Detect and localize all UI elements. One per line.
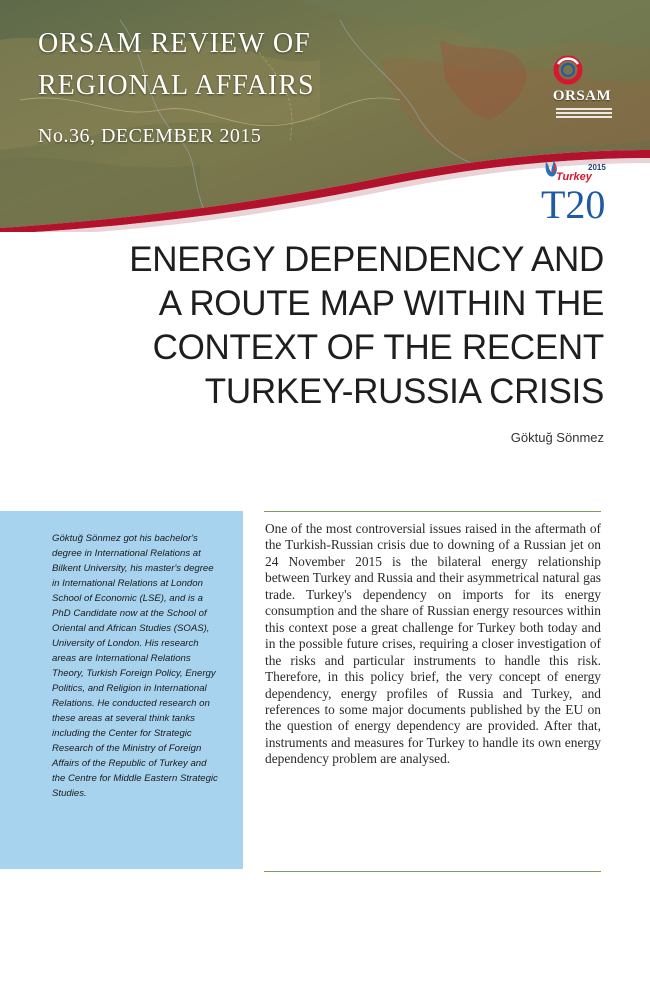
article-title-line: ENERGY DEPENDENCY AND xyxy=(129,240,604,279)
article-title-line: A ROUTE MAP WITHIN THE xyxy=(158,284,604,323)
orsam-wordmark: ORSAM xyxy=(552,88,612,104)
author-name: Göktuğ Sönmez xyxy=(510,430,604,445)
article-title-line: TURKEY-RUSSIA CRISIS xyxy=(204,372,604,411)
t20-logo-icon xyxy=(538,158,606,224)
t20-country: Turkey xyxy=(556,171,592,183)
turkey-t20-logo xyxy=(538,158,606,224)
issue-number: No.36, DECEMBER 2015 xyxy=(38,125,262,147)
author-bio: Göktuğ Sönmez got his bachelor's degree in International Relations at Bilkent University, his master's degree in International Relations at London School of Economic (LSE), and is a PhD Candidate now at the School of Oriental and African Studies (SOAS), University of London. His research areas are International Relations Theory, Turkish Foreign Policy, Energy Politics, and Religion in International Relations. He conducted research on these areas at several think tanks including the Center for Strategic Research of the Ministry of Foreign Affairs of the Republic of Turkey and the Centre for Middle Eastern Strategic Studies. xyxy=(52,533,218,799)
article-title-line: CONTEXT OF THE RECENT xyxy=(152,328,604,367)
abstract-text: One of the most controversial issues raised in the aftermath of the Turkish-Russian crisis due to downing of a Russian jet on 24 November 2015 is the bilateral energy relationship between Turkey and Russia and their asymmetrical natural gas trade. Turkey's dependency on imports for its energy consumption and the share of Russian energy resources within this context pose a great challenge for Turkey both today and in the possible future crises, requiring a closer investigation of the risks and particular instruments to handle this risk. Therefore, in this policy brief, the very concept of energy dependency, energy profiles of Russia and Turkey, and references to some major documents published by the EU on the question of energy dependency are provided. After that, instruments and measures for Turkey to handle its own energy dependency problem are analysed. xyxy=(265,521,601,767)
author-bio-box xyxy=(0,511,243,869)
t20-year: 2015 xyxy=(588,163,606,172)
abstract-bottom-rule xyxy=(264,871,601,872)
abstract-top-rule xyxy=(264,511,601,512)
t20-mark: T20 xyxy=(541,182,606,224)
orsam-logo xyxy=(552,54,614,134)
series-title-line2: REGIONAL AFFAIRS xyxy=(38,70,315,101)
orsam-subtitle-lines xyxy=(556,108,612,120)
series-title-line1: ORSAM REVIEW OF xyxy=(38,28,311,59)
orsam-ring-icon xyxy=(552,54,584,86)
article-title xyxy=(80,238,604,414)
